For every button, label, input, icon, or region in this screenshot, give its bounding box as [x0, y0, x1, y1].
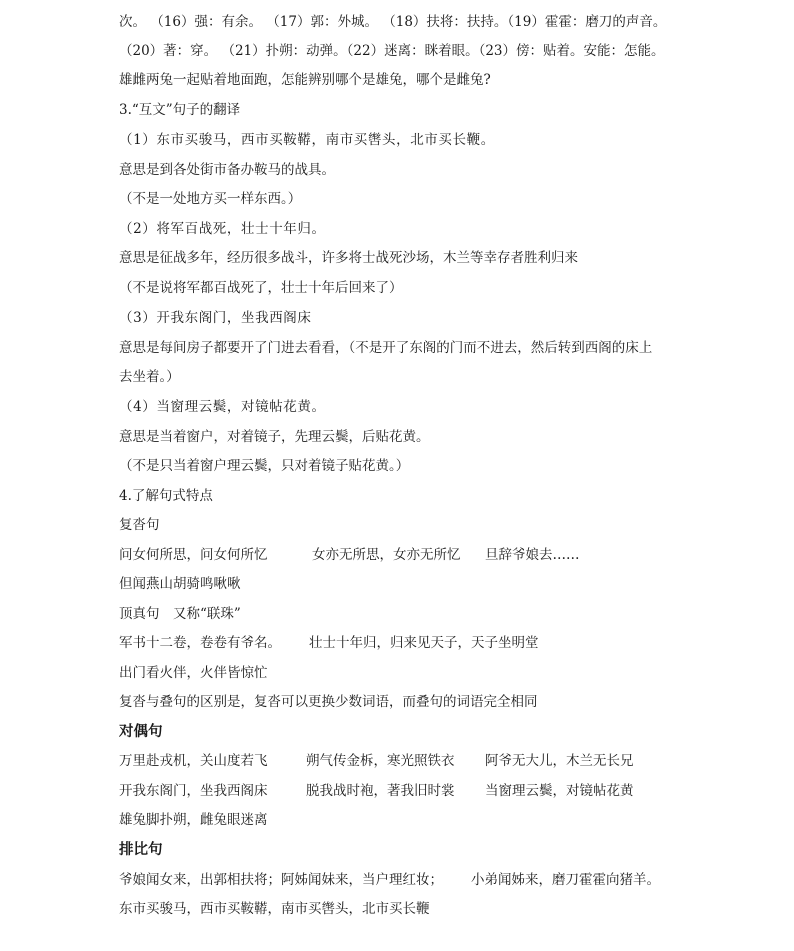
- text-line: （不是一处地方买一样东西。）: [119, 191, 302, 207]
- subheading-bold: 对偶句: [119, 724, 163, 740]
- section-heading: 3.“互文”句子的翻译: [119, 102, 241, 118]
- quoted-verse: （4）当窗理云鬓，对镜帖花黄。: [119, 399, 326, 415]
- text-line: 出门看火伴，火伴皆惊忙: [119, 665, 268, 681]
- text-line: 雄雌两兔一起贴着地面跑，怎能辨别哪个是雄兔，哪个是雌兔?: [119, 72, 491, 88]
- example-phrase: 爷娘闻女来，出郭相扶将；阿姊闻妹来，当户理红妆；: [119, 872, 443, 888]
- text-line: 意思是到各处街市备办鞍马的战具。: [119, 162, 335, 178]
- text-line: 意思是每间房子都要开了门进去看看，（不是开了东阁的门而不进去，然后转到西阁的床上: [119, 340, 653, 356]
- example-phrase: 壮士十年归，归来见天子，天子坐明堂: [309, 635, 539, 651]
- example-phrase: 开我东阁门，坐我西阁床: [119, 783, 268, 799]
- text-line: （20）著：穿。 （21）扑朔：动弹。（22）迷离：眯着眼。（23）傍：贴着。安能：怎能。: [119, 43, 665, 59]
- example-phrase: 旦辞爷娘去……: [485, 547, 580, 563]
- example-phrase: 当窗理云鬓，对镜帖花黄: [485, 783, 634, 799]
- text-line: （不是说将军都百战死了，壮士十年后回来了）: [119, 280, 403, 296]
- text-line: 次。 （16）强：有余。 （17）郭：外城。 （18）扶将：扶持。（19）霍霍：磨刀的声音。: [119, 14, 667, 30]
- text-line: 去坐着。）: [119, 369, 180, 385]
- example-phrase: 问女何所思，问女何所忆: [119, 547, 268, 563]
- example-phrase: 小弟闻姊来，磨刀霍霍向猪羊。: [471, 872, 660, 888]
- text-line: 意思是当着窗户，对着镜子，先理云鬓，后贴花黄。: [119, 429, 430, 445]
- text-line: （不是只当着窗户理云鬓，只对着镜子贴花黄。）: [119, 458, 410, 474]
- quoted-verse: （1）东市买骏马，西市买鞍鞯，南市买辔头，北市买长鞭。: [119, 132, 495, 148]
- subheading: 复沓句: [119, 517, 160, 533]
- section-heading: 4.了解句式特点: [119, 488, 213, 504]
- text-line: 雄兔脚扑朔，雌兔眼迷离: [119, 812, 268, 828]
- example-row: [119, 871, 699, 889]
- quoted-verse: （3）开我东阁门，坐我西阁床: [119, 310, 312, 326]
- quoted-verse: （2）将军百战死，壮士十年归。: [119, 221, 326, 237]
- example-row: [119, 546, 679, 564]
- text-line: 复沓与叠句的区别是，复沓可以更换少数词语，而叠句的词语完全相同: [119, 694, 538, 710]
- example-phrase: 军书十二卷，卷卷有爷名。: [119, 635, 281, 651]
- example-row: [119, 782, 699, 800]
- example-phrase: 阿爷无大儿，木兰无长兄: [485, 753, 634, 769]
- subheading-bold: 排比句: [119, 842, 163, 858]
- example-phrase: 朔气传金柝，寒光照铁衣: [306, 753, 455, 769]
- subheading: 顶真句 又称“联珠”: [119, 606, 241, 622]
- example-row: [119, 634, 679, 652]
- example-phrase: 万里赴戎机，关山度若飞: [119, 753, 268, 769]
- text-line: 意思是征战多年，经历很多战斗，许多将士战死沙场，木兰等幸存者胜利归来: [119, 250, 578, 266]
- text-line: 但闻燕山胡骑鸣啾啾: [119, 576, 241, 592]
- example-phrase: 脱我战时袍，著我旧时裳: [306, 783, 455, 799]
- example-phrase: 女亦无所思，女亦无所忆: [312, 547, 461, 563]
- example-row: [119, 752, 699, 770]
- text-line: 东市买骏马，西市买鞍鞯，南市买辔头，北市买长鞭: [119, 901, 430, 917]
